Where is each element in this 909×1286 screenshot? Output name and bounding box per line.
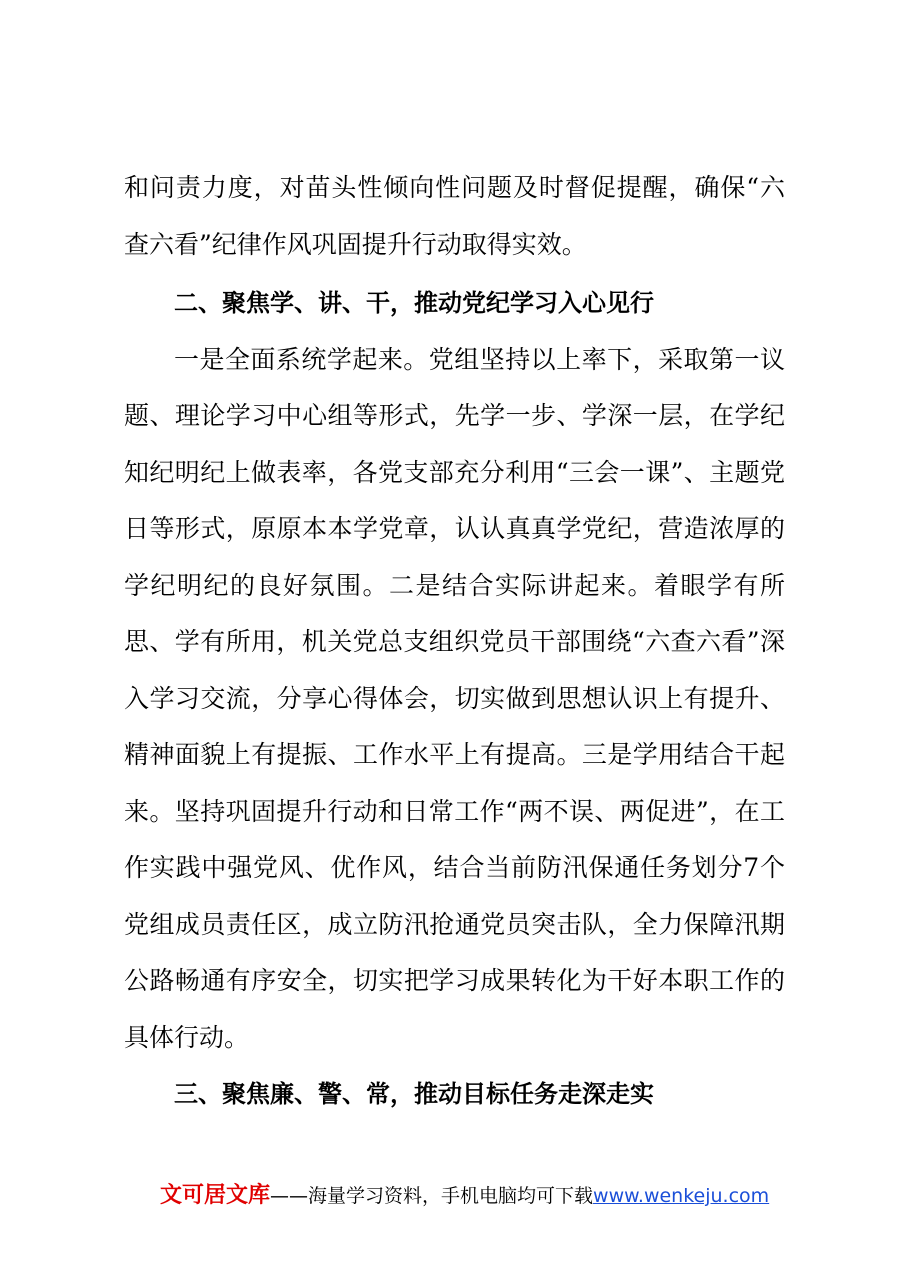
footer-slogan: ——海量学习资料，手机电脑均可下载	[270, 1185, 594, 1207]
paragraph-section-2: 一是全面系统学起来。党组坚持以上率下，采取第一议题、理论学习中心组等形式，先学一步、学深一层，在学纪知纪明纪上做表率，各党支部充分利用“三会一课”、主题党日等形式，原原本本学党章，认认真真学党纪，营造浓厚的学纪明纪的良好氛围。二是结合实际讲起来。着眼学有所思、学有所用，机关党总支组织党员干部围绕“六查六看”深入学习交流，分享心得体会，切实做到思想认识上有提升、精神面貌上有提振、工作水平上有提高。三是学用结合干起来。坚持巩固提升行动和日常工作“两不误、两促进”，在工作实践中强党风、优作风，结合当前防汛保通任务划分7个党组成员责任区，成立防汛抢通党员突击队，全力保障汛期公路畅通有序安全，切实把学习成果转化为干好本职工作的具体行动。	[124, 344, 785, 1052]
footer-brand: 文可居文库	[160, 1183, 271, 1208]
document-body	[124, 160, 785, 1123]
paragraph-continued: 和问责力度，对苗头性倾向性问题及时督促提醒，确保“六查六看”纪律作风巩固提升行动取得实效。	[124, 173, 785, 259]
footer-banner	[160, 1181, 780, 1211]
section-heading-2: 二、聚焦学、讲、干，推动党纪学习入心见行	[174, 289, 654, 317]
section-heading-3: 三、聚焦廉、警、常，推动目标任务走深走实	[174, 1080, 654, 1108]
footer-site-link[interactable]: www.wenkeju.com	[593, 1185, 770, 1207]
